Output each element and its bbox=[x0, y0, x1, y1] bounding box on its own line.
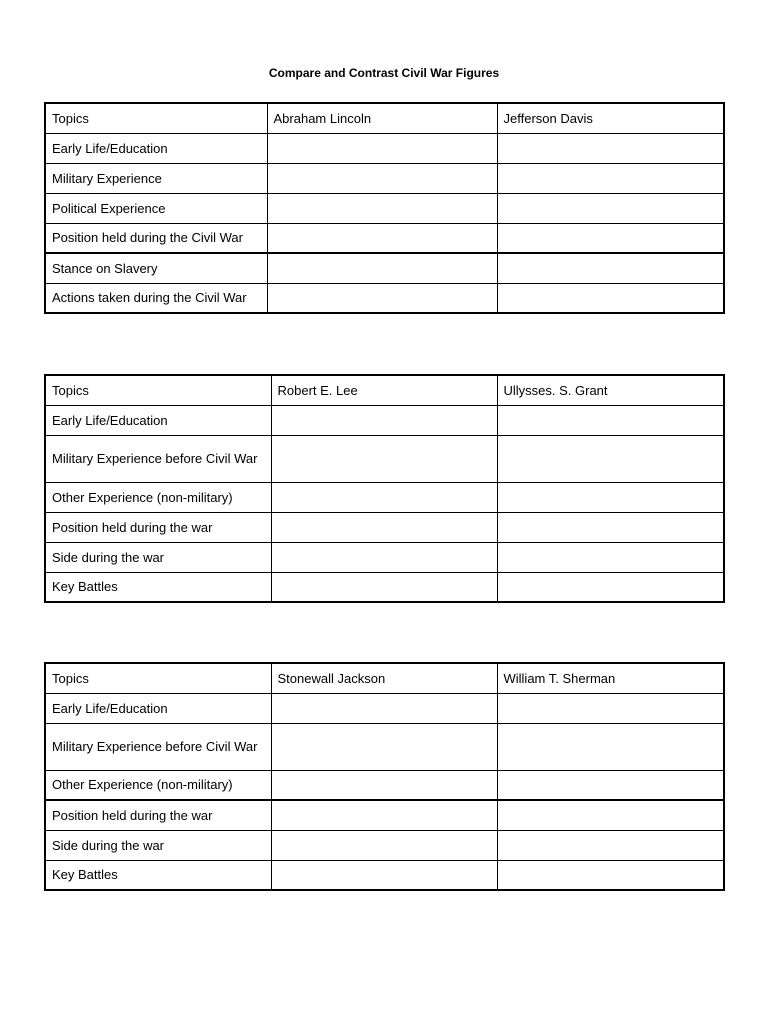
answer-cell[interactable] bbox=[497, 223, 724, 253]
answer-cell[interactable] bbox=[271, 693, 497, 723]
answer-cell[interactable] bbox=[271, 542, 497, 572]
row-topic-label: Early Life/Education bbox=[45, 405, 271, 435]
table-row bbox=[45, 435, 724, 482]
table-row bbox=[45, 193, 724, 223]
answer-cell[interactable] bbox=[497, 253, 724, 283]
table-row bbox=[45, 223, 724, 253]
answer-cell[interactable] bbox=[267, 133, 497, 163]
header-figure-2: Jefferson Davis bbox=[497, 103, 724, 133]
answer-cell[interactable] bbox=[497, 193, 724, 223]
answer-cell[interactable] bbox=[497, 283, 724, 313]
answer-cell[interactable] bbox=[497, 693, 724, 723]
answer-cell[interactable] bbox=[267, 253, 497, 283]
row-topic-label: Other Experience (non-military) bbox=[45, 770, 271, 800]
comparison-table-lee-grant bbox=[44, 374, 725, 603]
header-figure-1: Stonewall Jackson bbox=[271, 663, 497, 693]
answer-cell[interactable] bbox=[271, 800, 497, 830]
row-topic-label: Key Battles bbox=[45, 572, 271, 602]
comparison-table-lincoln-davis bbox=[44, 102, 725, 314]
answer-cell[interactable] bbox=[271, 482, 497, 512]
row-topic-label: Early Life/Education bbox=[45, 693, 271, 723]
answer-cell[interactable] bbox=[271, 435, 497, 482]
answer-cell[interactable] bbox=[497, 133, 724, 163]
header-topics: Topics bbox=[45, 375, 271, 405]
table-row bbox=[45, 482, 724, 512]
answer-cell[interactable] bbox=[271, 830, 497, 860]
answer-cell[interactable] bbox=[271, 512, 497, 542]
answer-cell[interactable] bbox=[267, 193, 497, 223]
table-row bbox=[45, 253, 724, 283]
answer-cell[interactable] bbox=[271, 405, 497, 435]
header-figure-1: Robert E. Lee bbox=[271, 375, 497, 405]
answer-cell[interactable] bbox=[497, 830, 724, 860]
answer-cell[interactable] bbox=[267, 163, 497, 193]
answer-cell[interactable] bbox=[267, 223, 497, 253]
row-topic-label: Military Experience before Civil War bbox=[45, 723, 271, 770]
row-topic-label: Other Experience (non-military) bbox=[45, 482, 271, 512]
row-topic-label: Actions taken during the Civil War bbox=[45, 283, 267, 313]
table-row bbox=[45, 405, 724, 435]
table-row bbox=[45, 800, 724, 830]
row-topic-label: Key Battles bbox=[45, 860, 271, 890]
table-header-row bbox=[45, 103, 724, 133]
header-topics: Topics bbox=[45, 663, 271, 693]
header-figure-2: William T. Sherman bbox=[497, 663, 724, 693]
row-topic-label: Position held during the war bbox=[45, 800, 271, 830]
answer-cell[interactable] bbox=[497, 572, 724, 602]
answer-cell[interactable] bbox=[497, 435, 724, 482]
table-row bbox=[45, 283, 724, 313]
answer-cell[interactable] bbox=[497, 482, 724, 512]
table-row bbox=[45, 860, 724, 890]
table-row bbox=[45, 572, 724, 602]
row-topic-label: Position held during the Civil War bbox=[45, 223, 267, 253]
answer-cell[interactable] bbox=[497, 542, 724, 572]
row-topic-label: Position held during the war bbox=[45, 512, 271, 542]
page-title: Compare and Contrast Civil War Figures bbox=[268, 66, 500, 80]
row-topic-label: Military Experience bbox=[45, 163, 267, 193]
answer-cell[interactable] bbox=[271, 860, 497, 890]
table-row bbox=[45, 542, 724, 572]
table-header-row bbox=[45, 375, 724, 405]
answer-cell[interactable] bbox=[497, 800, 724, 830]
comparison-table-jackson-sherman bbox=[44, 662, 725, 891]
answer-cell[interactable] bbox=[497, 860, 724, 890]
answer-cell[interactable] bbox=[271, 770, 497, 800]
table-row bbox=[45, 723, 724, 770]
row-topic-label: Early Life/Education bbox=[45, 133, 267, 163]
table-row bbox=[45, 770, 724, 800]
answer-cell[interactable] bbox=[271, 572, 497, 602]
row-topic-label: Side during the war bbox=[45, 830, 271, 860]
row-topic-label: Political Experience bbox=[45, 193, 267, 223]
answer-cell[interactable] bbox=[497, 512, 724, 542]
header-topics: Topics bbox=[45, 103, 267, 133]
row-topic-label: Side during the war bbox=[45, 542, 271, 572]
header-figure-2: Ullysses. S. Grant bbox=[497, 375, 724, 405]
table-row bbox=[45, 693, 724, 723]
table-header-row bbox=[45, 663, 724, 693]
answer-cell[interactable] bbox=[267, 283, 497, 313]
answer-cell[interactable] bbox=[497, 405, 724, 435]
header-figure-1: Abraham Lincoln bbox=[267, 103, 497, 133]
answer-cell[interactable] bbox=[271, 723, 497, 770]
table-row bbox=[45, 133, 724, 163]
table-row bbox=[45, 512, 724, 542]
row-topic-label: Stance on Slavery bbox=[45, 253, 267, 283]
answer-cell[interactable] bbox=[497, 163, 724, 193]
answer-cell[interactable] bbox=[497, 723, 724, 770]
table-row bbox=[45, 163, 724, 193]
table-row bbox=[45, 830, 724, 860]
answer-cell[interactable] bbox=[497, 770, 724, 800]
row-topic-label: Military Experience before Civil War bbox=[45, 435, 271, 482]
